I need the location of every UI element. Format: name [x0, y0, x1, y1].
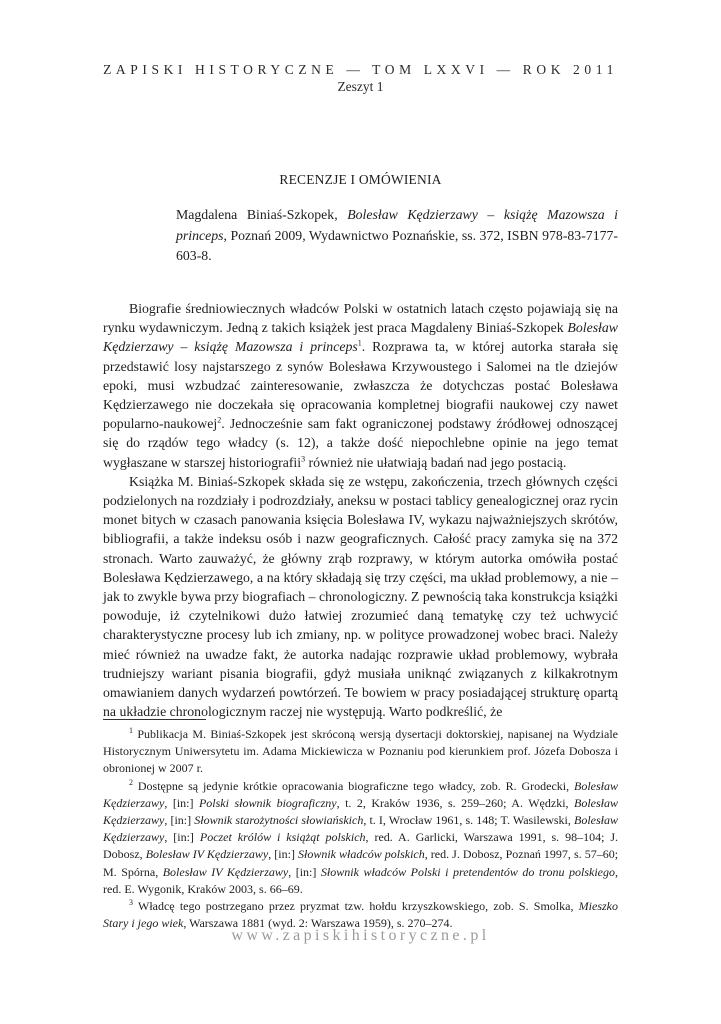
journal-website: www.zapiskihistoryczne.pl — [231, 927, 490, 944]
footnote-3: $^3$ Władcę tego postrzegano przez pryzmat tzw. hołdu krzyszkowskiego, zob. S. Smolka, Mieszko Stary i jego wiek, Warszawa 1881 (wyd. 2: Warszawa 1959), s. 270–274. — [103, 898, 618, 931]
review-body — [103, 299, 618, 721]
book-publication-details: , Poznań 2009, Wydawnictwo Poznańskie, ss. 372, ISBN 978-83-7177-603-8. — [176, 227, 618, 263]
footnote-number: 1 — [129, 726, 133, 735]
book-author: Magdalena Biniaś-Szkopek, — [176, 207, 348, 222]
paragraph-1: Biografie średniowiecznych władców Polski w ostatnich latach często pojawiają się na rynku wydawniczym. Jedną z takich książek jest praca Magdaleny Biniaś-Szkopek Bolesław Kędzierzawy – książę Mazowsza i princeps$^1$. Rozprawa ta, w której autorka starała się przedstawić losy najstarszego z synów Bolesława Krzywoustego i Salomei na tle dziejów epoki, musi wzbudzać zainteresowanie, zwłaszcza że dotychczas postać Bolesława Kędzierzawego nie doczekała się opracowania kompletnej biografii naukowej czy nawet popularno-naukowej$^2$. Jednocześnie sam fakt ograniczonej podstawy źródłowej odnoszącej się do rządów tego władcy (s. 12), a także dość niepochlebne opinie na jego temat wygłaszane w starszej historiografii$^3$ również nie ułatwiają badań nad jego postacią. — [103, 301, 618, 470]
footnote-ref-2: 2 — [217, 415, 222, 425]
footnote-ref-3: 3 — [301, 454, 306, 464]
cited-book-title: Bolesław Kędzierzawy – książę Mazowsza i princeps — [103, 320, 618, 355]
book-title: Bolesław Kędzierzawy – książę Mazowsza i princeps — [176, 207, 619, 243]
footnote-separator — [103, 719, 206, 720]
footnotes — [103, 726, 618, 932]
footnote-1: $^1$ Publikacja M. Biniaś-Szkopek jest skróconą wersją dysertacji doktorskiej, napisanej na Wydziale Historycznym Uniwersytetu im. Adama Mickiewicza w Poznaniu pod kierunkiem prof. Józefa Dobosza i obronionej w 2007 r. — [103, 726, 618, 776]
footnote-number: 3 — [129, 898, 133, 908]
journal-header: ZAPISKI HISTORYCZNE — TOM LXXVI — ROK 2011 — [103, 62, 618, 77]
paragraph-2: Książka M. Biniaś-Szkopek składa się ze wstępu, zakończenia, trzech głównych części podzielonych na rozdziały i podrozdziały, aneksu w postaci tablicy genealogicznej oraz rycin monet bitych w czasach panowania księcia Bolesława IV, wykazu najważniejszych skrótów, bibliografii, a także indeksu osób i nazw geograficznych. Całość pracy zamyka się na 372 stronach. Warto zauważyć, że główny zrąb rozprawy, w którym autorka omówiła postać Bolesława Kędzierzawego, a na który składają się trzy części, ma układ problemowy, a nie – jak to zwykle bywa przy biografiach – chronologiczny. Z pewnością taka konstrukcja książki powoduje, iż czytelnikowi dużo łatwiej zrozumieć daną tematykę czy też uchwycić charakterystyczne procesy lub ich zmiany, np. w polityce prowadzonej wobec braci. Należy mieć również na uwadze fakt, że autorka nadając rozprawie układ problemowy, wybrała trudniejszy wariant pisania biografii, gdyż musiała uniknąć związanych z kilkakrotnym omawianiem danych wydarzeń powtórzeń. Te bowiem w pracy posiadającej strukturę opartą na układzie chronologicznym raczej nie występują. Warto podkreślić, że — [103, 473, 618, 720]
reviewed-book-citation — [176, 205, 618, 267]
footnote-number: 2 — [129, 777, 133, 787]
footnote-ref-1: 1 — [357, 338, 362, 348]
issue-number: Zeszyt 1 — [337, 79, 384, 94]
footnote-2: $^2$ Dostępne są jedynie krótkie opracowania biograficzne tego władcy, zob. R. Grodecki, Bolesław Kędzierzawy, [in:] Polski słownik biograficzny, t. 2, Kraków 1936, s. 259–260; A. Wędzki, Bolesław Kędzierzawy, [in:] Słownik starożytności słowiańskich, t. I, Wrocław 1961, s. 148; T. Wasilewski, Bolesław Kędzierzawy, [in:] Poczet królów i książąt polskich, red. A. Garlicki, Warszawa 1991, s. 98–104; J. Dobosz, Bolesław IV Kędzierzawy, [in:] Słownik władców polskich, red. J. Dobosz, Poznań 1997, s. 57–60; M. Spórna, Bolesław IV Kędzierzawy, [in:] Słownik władców Polski i pretendentów do tronu polskiego, red. E. Wygonik, Kraków 2003, s. 66–69. — [103, 777, 619, 896]
section-title: RECENZJE I OMÓWIENIA — [279, 172, 442, 187]
